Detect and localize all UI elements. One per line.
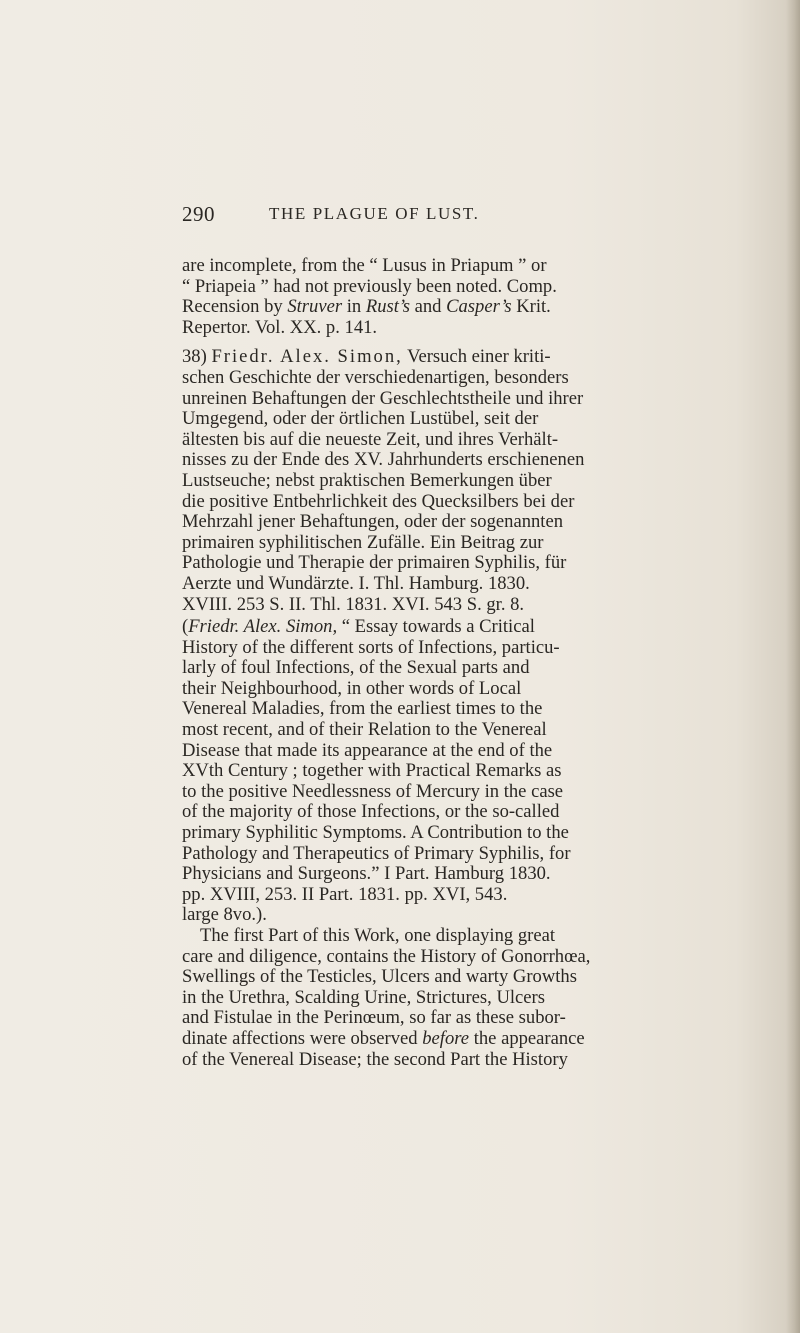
italic-name: Rust’s [365, 296, 410, 318]
text-line [182, 297, 752, 318]
footnote-number: 38) [182, 346, 212, 368]
paragraph-4 [182, 926, 752, 1070]
text-span: Recension by [182, 296, 288, 318]
text-line: XVIII. 253 S. II. Thl. 1831. XVI. 543 S. gr. 8. [182, 593, 525, 615]
text-line: unreinen Behaftungen der Geschlechtstheile und ihrer [182, 387, 584, 409]
text-line: Pathology and Therapeutics of Primary Syphilis, for [182, 842, 571, 864]
author-name: Friedr. Alex. Simon, [188, 616, 338, 638]
text-span: Krit. [511, 296, 551, 318]
text-span: Versuch einer kriti- [402, 346, 551, 368]
text-line: “ Priapeia ” had not previously been noted. Comp. [182, 275, 557, 297]
text-line: The first Part of this Work, one displaying great [200, 925, 555, 946]
author-name: Friedr. Alex. Simon, [211, 346, 403, 368]
text-line: primary Syphilitic Symptoms. A Contribution to the [182, 822, 569, 844]
text-line: nisses zu der Ende des XV. Jahrhunderts erschienenen [182, 449, 585, 471]
text-line: Repertor. Vol. XX. p. 141. [182, 316, 378, 338]
text-line: in the Urethra, Scalding Urine, Strictures, Ulcers [182, 986, 545, 1008]
text-line: primairen syphilitischen Zufälle. Ein Beitrag zur [182, 531, 544, 553]
italic-word: before [422, 1027, 470, 1049]
text-line: schen Geschichte der verschiedenartigen, besonders [182, 366, 569, 388]
text-line: of the Venereal Disease; the second Part the History [182, 1048, 568, 1070]
text-line [182, 347, 752, 368]
text-line [182, 1029, 752, 1050]
text-span: and [409, 296, 447, 318]
text-line: pp. XVIII, 253. II Part. 1831. pp. XVI, 543. [182, 883, 508, 905]
text-line: their Neighbourhood, in other words of Local [182, 677, 522, 699]
text-line: Swellings of the Testicles, Ulcers and warty Growths [182, 966, 577, 988]
text-line: most recent, and of their Relation to the Venereal [182, 719, 547, 741]
text-line: Physicians and Surgeons.” I Part. Hamburg 1830. [182, 863, 551, 885]
text-span: ( [182, 616, 189, 638]
text-line: and Fistulae in the Perinœum, so far as these subor- [182, 1007, 566, 1029]
text-line: XVth Century ; together with Practical Remarks as [182, 760, 562, 782]
paragraph-2 [182, 347, 752, 615]
text-line: care and diligence, contains the History of Gonorrhœa, [182, 945, 591, 967]
text-line [182, 617, 752, 638]
italic-name: Casper’s [446, 296, 512, 318]
page-number: 290 [182, 202, 215, 226]
text-line: Pathologie und Therapie der primairen Syphilis, für [182, 552, 567, 574]
text-line: Disease that made its appearance at the end of the [182, 739, 553, 761]
page-header [182, 202, 742, 228]
italic-name: Struver [287, 296, 343, 318]
text-line: die positive Entbehrlichkeit des Quecksilbers bei der [182, 490, 575, 512]
text-line: Venereal Maladies, from the earliest times to the [182, 698, 543, 720]
text-line: Lustseuche; nebst praktischen Bemerkungen über [182, 469, 552, 491]
text-line: Umgegend, oder der örtlichen Lustübel, seit der [182, 408, 539, 430]
text-span: “ Essay towards a Critical [337, 616, 535, 638]
paragraph-3 [182, 617, 752, 926]
text-line: are incomplete, from the “ Lusus in Priapum ” or [182, 255, 547, 276]
text-span: the appearance [469, 1027, 585, 1049]
text-line: of the majority of those Infections, or the so-called [182, 801, 560, 823]
text-span: in [342, 296, 366, 318]
text-line: large 8vo.). [182, 904, 267, 926]
body-text [182, 256, 752, 1070]
page-edge-shadow [786, 0, 800, 1333]
text-line: History of the different sorts of Infections, particu- [182, 636, 560, 658]
text-line: to the positive Needlessness of Mercury in the case [182, 780, 564, 802]
text-line: Mehrzahl jener Behaftungen, oder der sogenannten [182, 511, 564, 533]
running-title: THE PLAGUE OF LUST. [269, 204, 480, 223]
text-line: larly of foul Infections, of the Sexual parts and [182, 657, 530, 679]
text-line: Aerzte und Wundärzte. I. Thl. Hamburg. 1830. [182, 572, 530, 594]
text-span: dinate affections were observed [182, 1027, 423, 1049]
paragraph-1 [182, 256, 752, 338]
text-line: ältesten bis auf die neueste Zeit, und ihres Verhält- [182, 428, 559, 450]
